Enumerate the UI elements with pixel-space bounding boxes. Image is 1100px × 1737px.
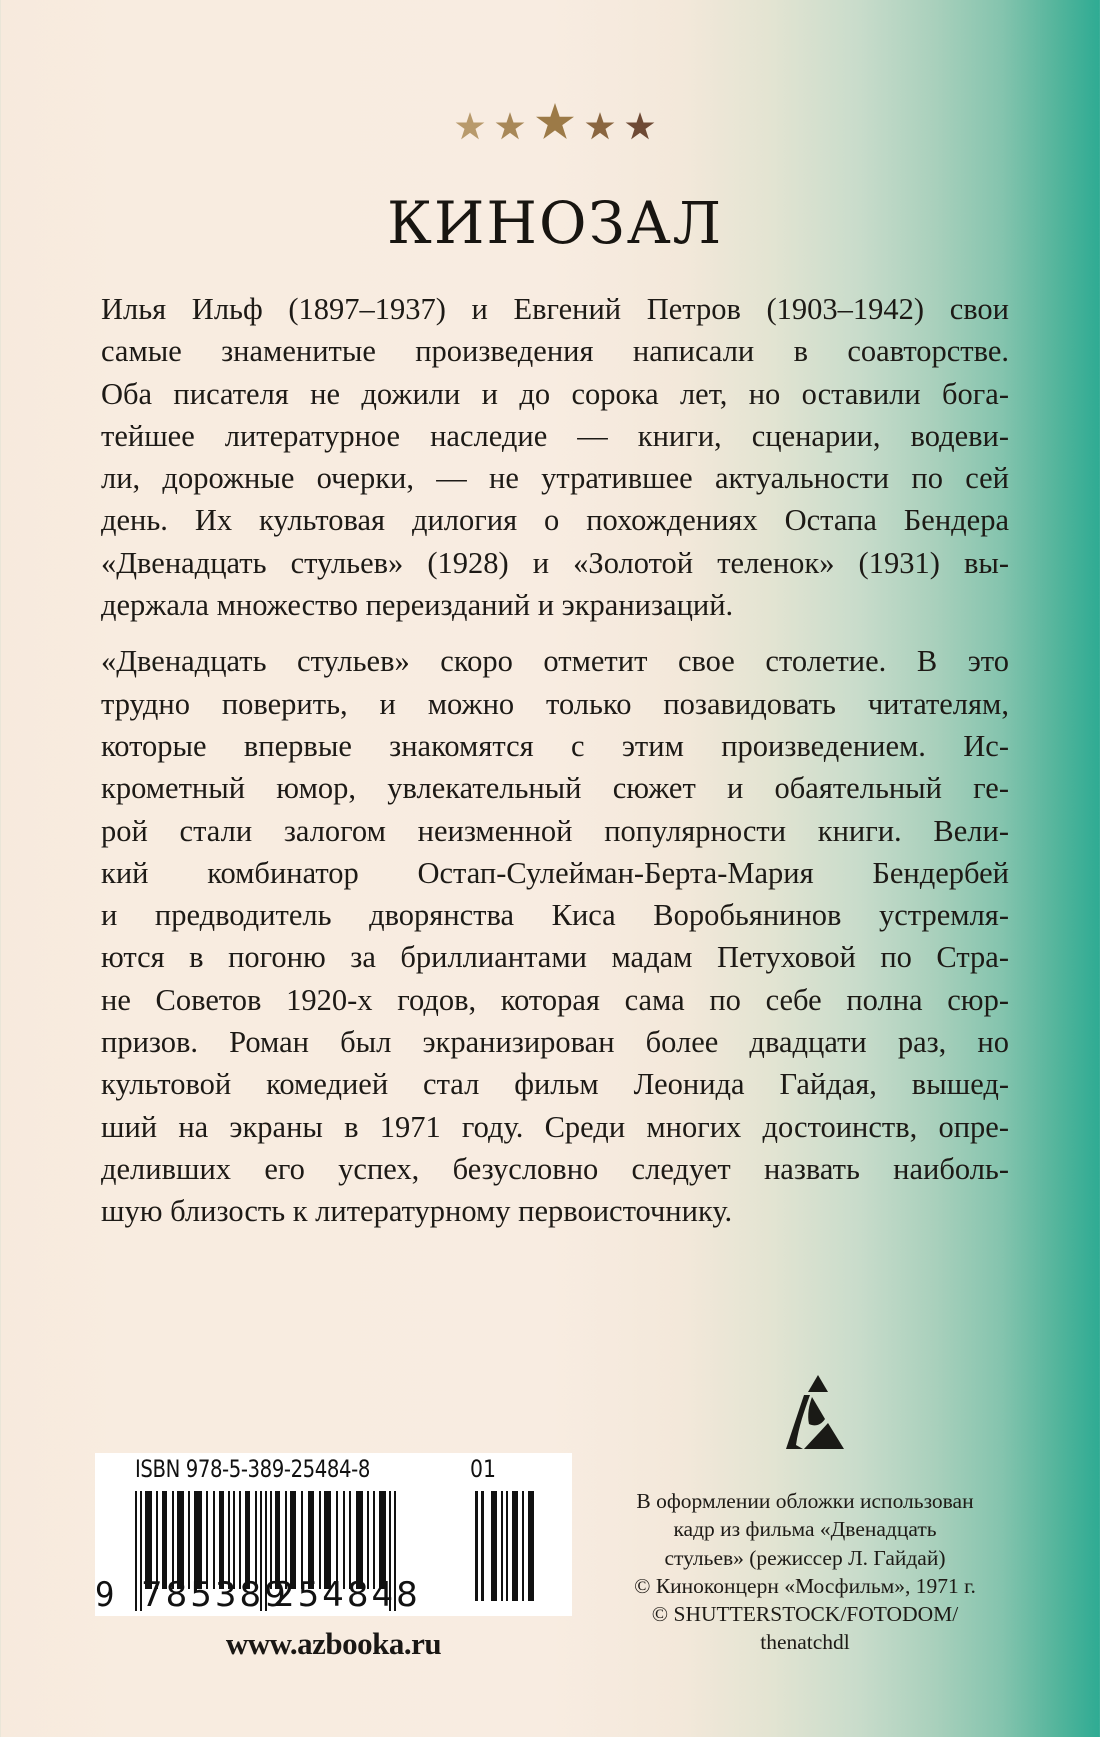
- text-line: шую близость к литературному первоисточнику.: [101, 1194, 733, 1229]
- isbn-barcode: [95, 1453, 572, 1616]
- description-paragraph: [101, 640, 1009, 1232]
- azbuka-triangle-logo-icon: [785, 1373, 845, 1453]
- text-line: которые впервые знакомятся с этим произведением. Ис-: [101, 728, 1009, 763]
- text-line: день. Их культовая дилогия о похождениях Остапа Бендера: [101, 503, 1009, 538]
- text-line: держала множество переизданий и экранизаций.: [101, 588, 734, 623]
- credit-line: © Киноконцерн «Мосфильм», 1971 г.: [634, 1573, 976, 1598]
- barcode-digits-group-a: 785389: [141, 1575, 289, 1615]
- star-icon: [585, 112, 615, 141]
- text-line: деливших его успех, безусловно следует назвать наиболь-: [101, 1151, 1009, 1186]
- star-icon: [535, 103, 575, 141]
- text-line: культовой комедией стал фильм Леонида Гайдая, вышед-: [101, 1067, 1009, 1102]
- book-description: [101, 288, 1009, 1247]
- credit-line: кадр из фильма «Двенадцать: [673, 1517, 937, 1542]
- text-line: трудно поверить, и можно только позавидовать читателям,: [101, 686, 1009, 721]
- text-line: тейшее литературное наследие — книги, сценарии, водеви-: [101, 418, 1009, 453]
- credit-line: © SHUTTERSTOCK/FOTODOM/: [651, 1602, 959, 1627]
- stars-rating: [0, 103, 1100, 141]
- text-line: кий комбинатор Остап-Сулейман-Берта-Мария Бендербей: [101, 855, 1009, 890]
- text-line: Илья Ильф (1897–1937) и Евгений Петров (1903–1942) свои: [101, 292, 1009, 326]
- text-line: Оба писателя не дожили и до сорока лет, но оставили бога-: [101, 376, 1009, 411]
- isbn-label: ISBN 978-5-389-25484-8: [135, 1455, 370, 1483]
- barcode-digit-first: 9: [95, 1575, 115, 1615]
- star-icon: [455, 112, 485, 141]
- text-line: самые знаменитые произведения написали в соавторстве.: [101, 334, 1009, 369]
- text-line: ли, дорожные очерки, — не утратившее актуальности по сей: [101, 461, 1009, 496]
- series-title: КИНОЗАЛ: [386, 188, 724, 257]
- text-line: «Двенадцать стульев» (1928) и «Золотой теленок» (1931) вы-: [101, 545, 1009, 580]
- star-icon: [495, 112, 525, 141]
- description-paragraph: [101, 288, 1009, 626]
- cover-credits: [600, 1487, 1010, 1657]
- text-line: не Советов 1920-х годов, которая сама по себе полна сюр-: [101, 982, 1009, 1017]
- credit-line: В оформлении обложки использован: [636, 1489, 974, 1513]
- barcode-digits-group-b: 254848: [273, 1575, 421, 1615]
- text-line: и предводитель дворянства Киса Воробьянинов устремля-: [101, 898, 1009, 933]
- text-line: призов. Роман был экранизирован более двадцати раз, но: [101, 1025, 1009, 1060]
- credit-line: thenatchdl: [760, 1630, 850, 1655]
- text-line: рой стали залогом неизменной популярности книги. Вели-: [101, 813, 1009, 848]
- publisher-website-link[interactable]: www.azbooka.ru: [225, 1626, 442, 1661]
- text-line: «Двенадцать стульев» скоро отметит свое столетие. В это: [101, 644, 1009, 679]
- star-icon: [625, 112, 655, 141]
- text-line: крометный юмор, увлекательный сюжет и обаятельный ге-: [101, 771, 1009, 806]
- barcode-addon-label: 01: [470, 1455, 496, 1483]
- text-line: ются в погоню за бриллиантами мадам Петуховой по Стра-: [101, 940, 1009, 975]
- text-line: ший на экраны в 1971 году. Среди многих достоинств, опре-: [101, 1109, 1009, 1144]
- credit-line: стульев» (режиссер Л. Гайдай): [664, 1545, 946, 1570]
